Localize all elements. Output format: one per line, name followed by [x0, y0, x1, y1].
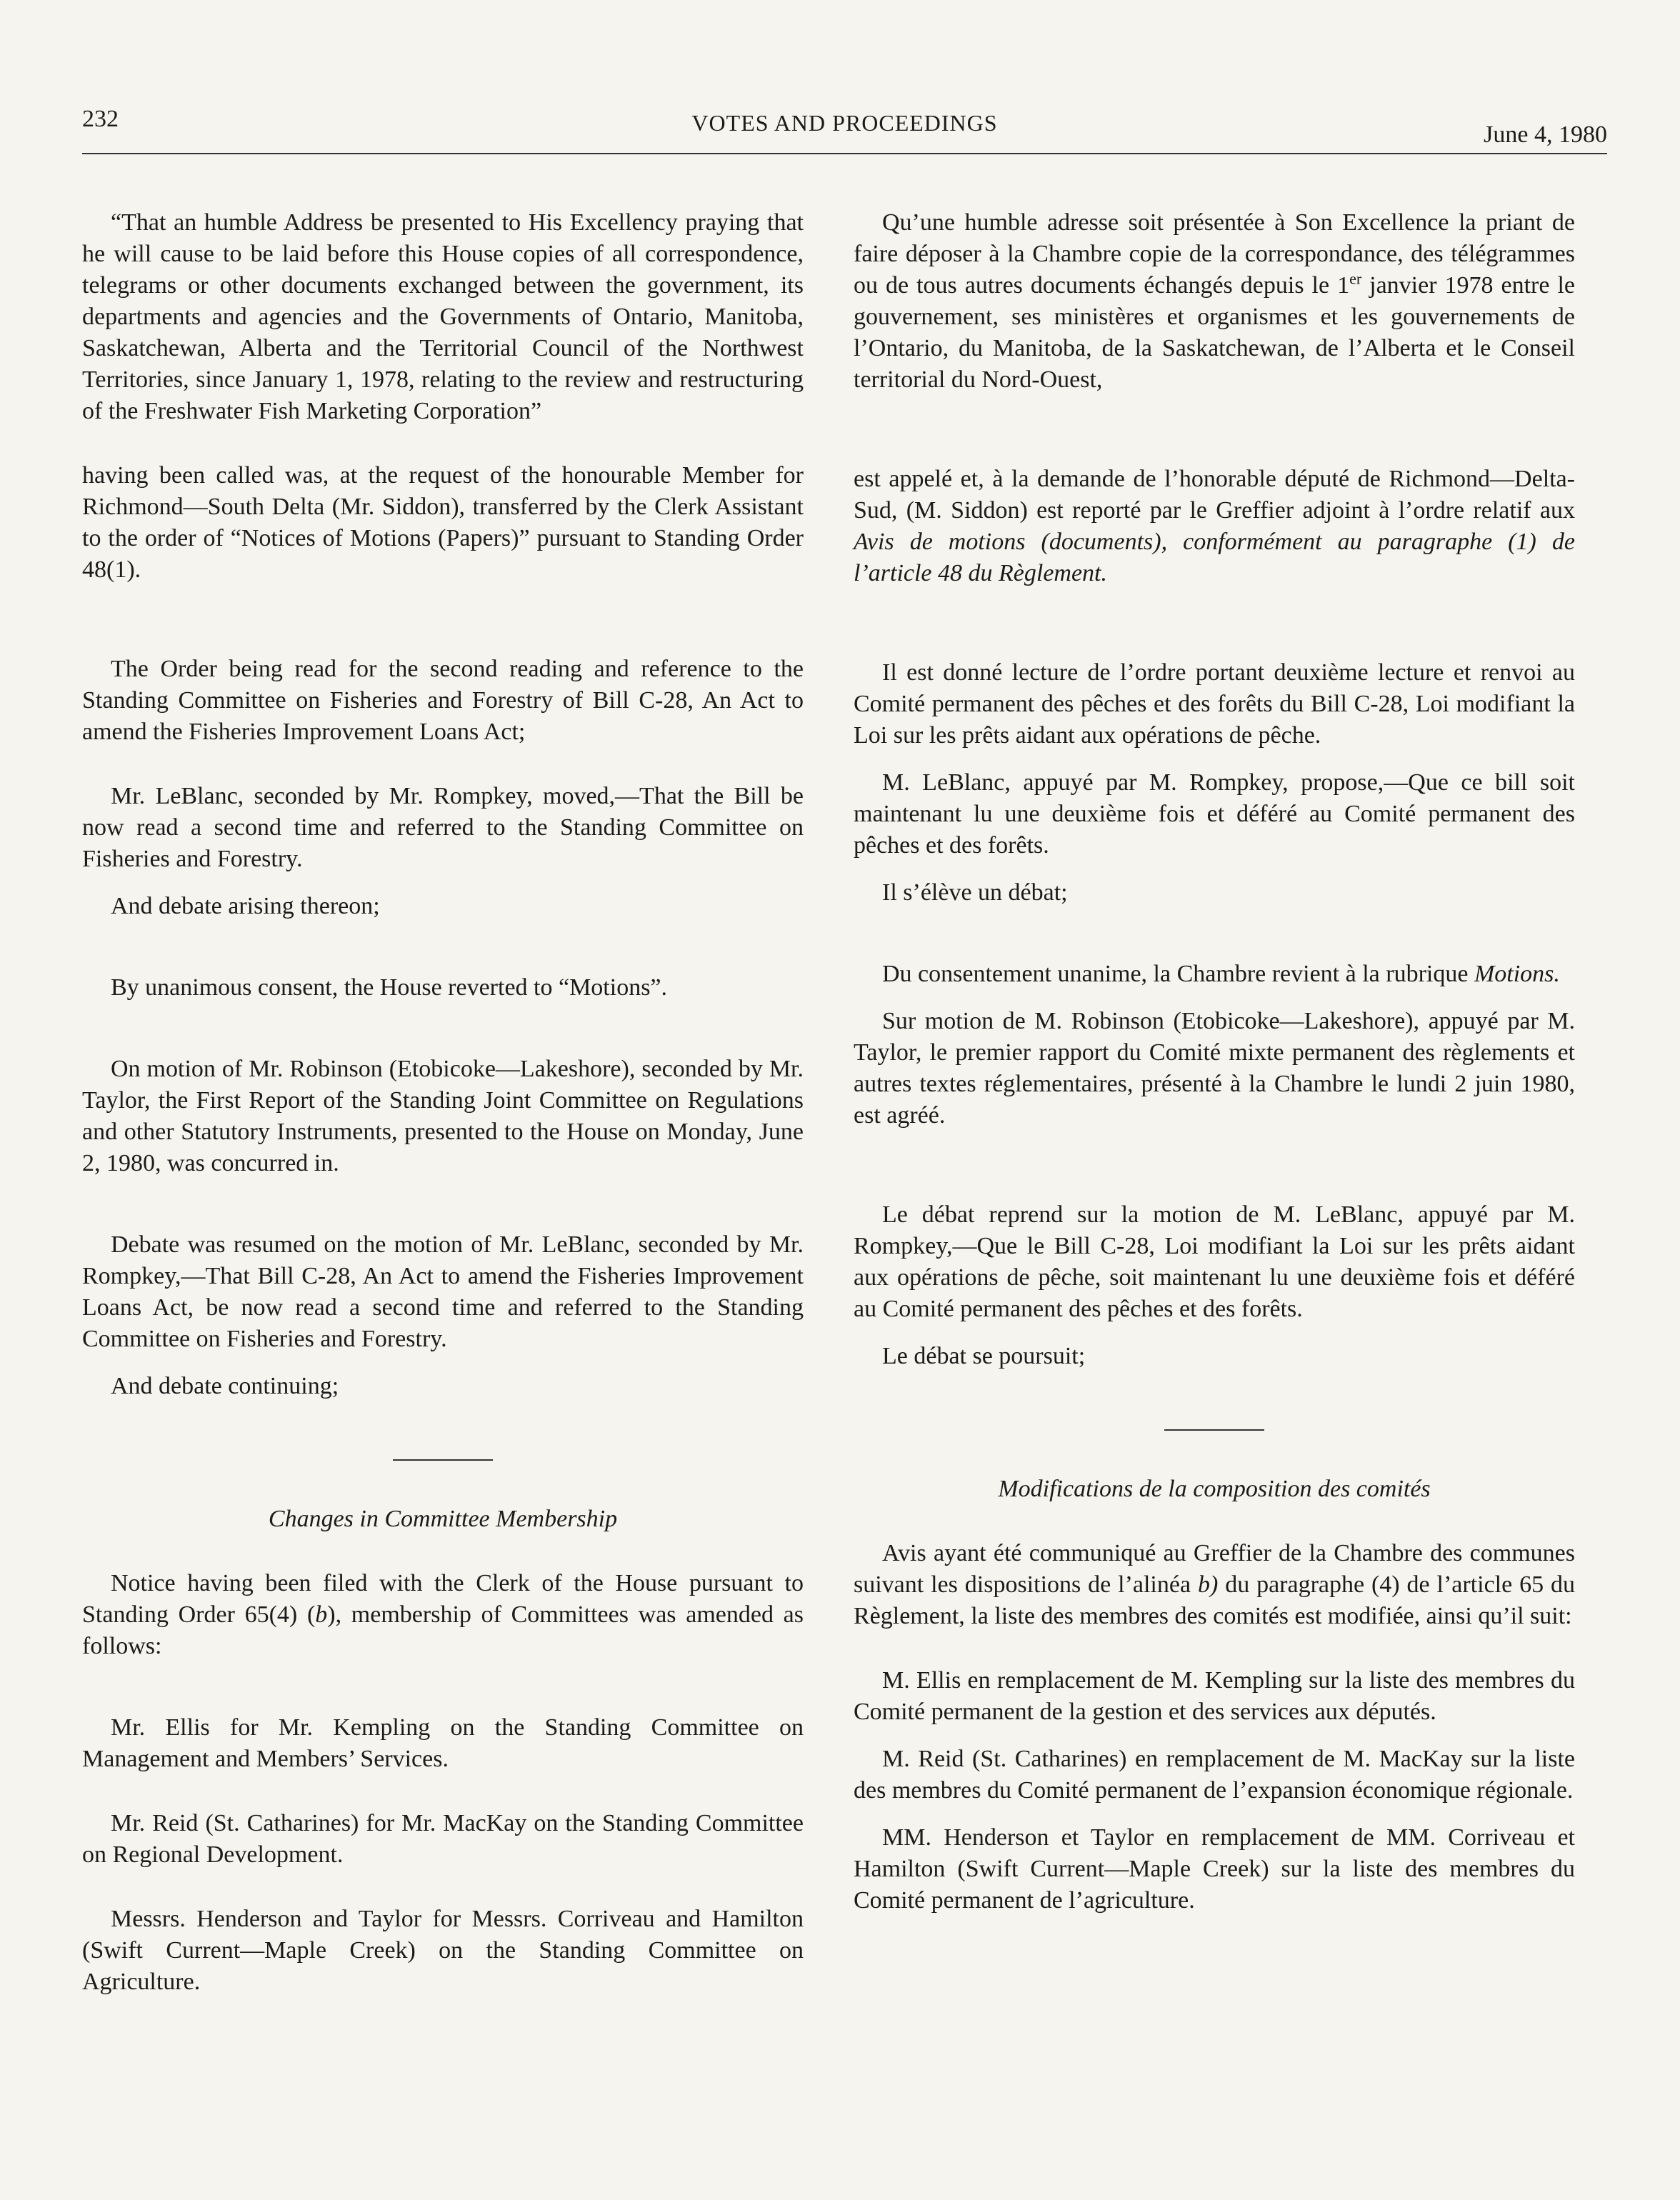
- order-read-paragraph: The Order being read for the second reading and reference to the Standing Committee on Fisheries and Forestry of Bill C-28, An Act to amend the Fisheries Improvement Loans Act;: [82, 656, 804, 745]
- section-separator-fr: [1164, 1429, 1264, 1431]
- section-separator: [393, 1459, 493, 1461]
- reid-change: Mr. Reid (St. Catharines) for Mr. MacKay on the Standing Committee on Regional Development.: [82, 1810, 804, 1868]
- henderson-change: Messrs. Henderson and Taylor for Messrs. Corriveau and Hamilton (Swift Current—Maple Creek) on the Standing Committee on Agriculture.: [82, 1906, 804, 1995]
- ellis-remplacement: M. Ellis en remplacement de M. Kempling sur la liste des membres du Comité permanent de la gestion et des services aux députés.: [854, 1667, 1575, 1725]
- debat-s-eleve: Il s’élève un débat;: [882, 879, 1068, 906]
- section-heading: Changes in Committee Membership: [268, 1506, 618, 1532]
- henderson-remplacement: MM. Henderson et Taylor en remplacement de MM. Corriveau et Hamilton (Swift Current—Maple Creek) sur la liste des membres du Comité permanent de l’agriculture.: [854, 1824, 1575, 1914]
- consentement-unanime: Du consentement unanime, la Chambre revient à la rubrique Motions.: [882, 961, 1560, 987]
- transfer-paragraph: having been called was, at the request of the honourable Member for Richmond—South Delta (Mr. Siddon), transferred by the Clerk Assistant to the order of “Notices of Motions (Papers)” pursuant to Standing Order 48(1).: [82, 462, 804, 583]
- report-paragraphe: est appelé et, à la demande de l’honorable député de Richmond—Delta-Sud, (M. Siddon) est reporté par le Greffier adjoint à l’ordre relatif aux Avis de motions (documents), conformément au paragraphe (1) de l’article 48 du Règlement.: [854, 466, 1575, 586]
- reid-remplacement: M. Reid (St. Catharines) en remplacement de M. MacKay sur la liste des membres du Comité permanent de l’expansion économique régionale.: [854, 1746, 1575, 1804]
- motion-paragraphe: M. LeBlanc, appuyé par M. Rompkey, propose,—Que ce bill soit maintenant lu une deuxième fois et déféré au Comité permanent des pêches et des forêts.: [854, 769, 1575, 859]
- motion-robinson: Sur motion de M. Robinson (Etobicoke—Lakeshore), appuyé par M. Taylor, le premier rapport du Comité mixte permanent des règlements et autres textes réglementaires, présenté à la Chambre le lundi 2 juin 1980, est agréé.: [854, 1008, 1575, 1129]
- debat-se-poursuit: Le débat se poursuit;: [882, 1343, 1086, 1369]
- lecture-ordre: Il est donné lecture de l’ordre portant deuxième lecture et renvoi au Comité permanent des pêches et des forêts du Bill C-28, Loi modifiant la Loi sur les prêts aidant aux opérations de pêche.: [854, 659, 1575, 749]
- section-heading-fr: Modifications de la composition des comités: [998, 1476, 1431, 1502]
- page-date: June 4, 1980: [1484, 121, 1607, 148]
- address-text: “That an humble Address be presented to His Excellency praying that he will cause to be laid before this House copies of all correspondence, telegrams or other documents exchanged between the government, its departments and agencies and the Governments of Ontario, Manitoba, Saskatchewan, Alberta and the Territorial Council of the Northwest Territories, since January 1, 1978, relating to the review and restructuring of the Freshwater Fish Marketing Corporation”: [82, 209, 804, 424]
- debate-arising: And debate arising thereon;: [111, 893, 380, 919]
- running-title: VOTES AND PROCEEDINGS: [691, 110, 998, 136]
- robinson-motion: On motion of Mr. Robinson (Etobicoke—Lakeshore), seconded by Mr. Taylor, the First Report of the Standing Joint Committee on Regulations and other Statutory Instruments, presented to the House on Monday, June 2, 1980, was concurred in.: [82, 1056, 804, 1176]
- adresse-texte: Qu’une humble adresse soit présentée à Son Excellence la priant de faire déposer à la Chambre copie de la correspondance, des télégrammes ou de tous autres documents échangés depuis le 1er janvier 1978 entre le gouvernement, ses ministères et organismes et les gouvernements de l’Ontario, du Manitoba, de la Saskatchewan, de l’Alberta et le Conseil territorial du Nord-Ouest,: [854, 209, 1575, 393]
- english-column: [82, 207, 804, 1998]
- debate-continuing: And debate continuing;: [111, 1373, 339, 1399]
- notice-paragraph: Notice having been filed with the Clerk of the House pursuant to Standing Order 65(4) (b), membership of Committees was amended as follows:: [82, 1570, 804, 1659]
- avis-paragraphe: Avis ayant été communiqué au Greffier de la Chambre des communes suivant les dispositions de l’alinéa b) du paragraphe (4) de l’article 65 du Règlement, la liste des membres des comités est modifiée, ainsi qu’il suit:: [854, 1540, 1575, 1629]
- unanimous-consent: By unanimous consent, the House reverted to “Motions”.: [111, 974, 668, 1001]
- header-rule: [82, 153, 1607, 154]
- ellis-change: Mr. Ellis for Mr. Kempling on the Standing Committee on Management and Members’ Services.: [82, 1714, 804, 1772]
- debate-resumed: Debate was resumed on the motion of Mr. LeBlanc, seconded by Mr. Rompkey,—That Bill C-28, An Act to amend the Fisheries Improvement Loans Act, be now read a second time and referred to the Standing Committee on Fisheries and Forestry.: [82, 1231, 804, 1352]
- motion-paragraph: Mr. LeBlanc, seconded by Mr. Rompkey, moved,—That the Bill be now read a second time and referred to the Standing Committee on Fisheries and Forestry.: [82, 783, 804, 872]
- french-column: [854, 207, 1575, 1916]
- page-number: 232: [82, 106, 119, 132]
- debat-reprend: Le débat reprend sur la motion de M. LeBlanc, appuyé par M. Rompkey,—Que le Bill C-28, Loi modifiant la Loi sur les prêts aidant aux opérations de pêche, soit maintenant lu une deuxième fois et déféré au Comité permanent des pêches et des forêts.: [854, 1201, 1575, 1322]
- page-header: [82, 100, 1607, 157]
